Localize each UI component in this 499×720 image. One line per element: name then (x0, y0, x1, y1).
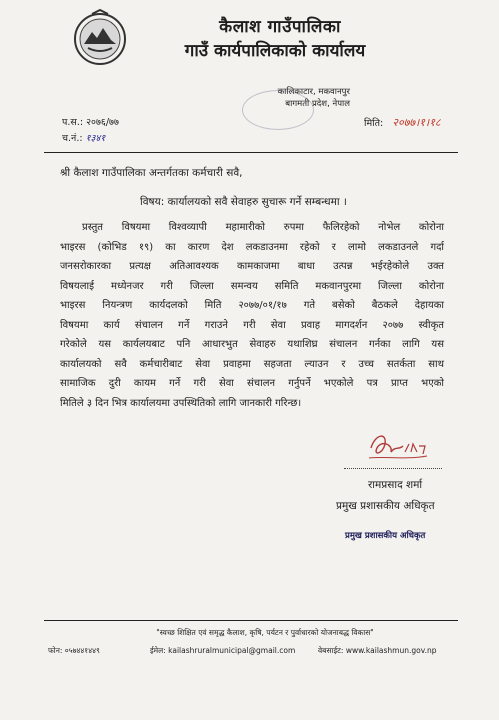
government-emblem-icon (70, 8, 130, 68)
body-line: मितिले ३ दिन भित्र कार्यालयमा उपस्थितिको लागि जानकारी गरिन्छ। (60, 397, 302, 409)
footer-phone: फोन: ०५७४४१४४९ (48, 646, 100, 655)
body-line: भाइरस नियन्त्रण कार्यदलको मिति २०७७/०१/१७ गते बसेको बैठकले देहायका (60, 300, 444, 311)
body-line: विषयलाई मध्येनजर गरी जिल्ला समन्वय समिति मकवानपुरमा जिल्ला कोरोना (60, 280, 444, 292)
address-line-1: कालिकाटार, मकवानपुर (277, 87, 350, 97)
footer-motto: "स्वच्छ शिक्षित एवं समृद्ध कैलाश, कृषि, पर्यटन र पुर्वाधारको योजनाबद्ध विकास" (156, 628, 374, 637)
subject-line: विषय: कार्यालयको सवै सेवाहरु सुचारू गर्ने सम्बन्धमा । (140, 196, 347, 208)
body-line: विषयमा कार्य संचालन गर्ने गराउने गरी सेवा प्रवाह मागदर्शन २०७७ स्वीकृत (60, 319, 444, 331)
designation-stamp: प्रमुख प्रशासकीय अधिकृत (345, 531, 426, 541)
signature-dotted-line (344, 468, 442, 469)
footer-website: वेबसाईट: www.kailashmun.gov.np (318, 646, 437, 655)
date-row (364, 115, 441, 130)
header-divider (44, 152, 458, 153)
letter-body (60, 218, 444, 413)
footer-divider (44, 620, 458, 621)
date-value: २०७७।१।१८ (392, 116, 441, 129)
body-line: गरेकोले यस कार्यलयबाट पनि आधारभुत सेवाहरु यथाशिघ्र संचालन गर्नका लागि यस (60, 339, 444, 350)
body-line: प्रस्तुत विषयमा विश्वव्यापी महामारीको रुपमा फैलिरहेको नोभेल कोरोना (82, 222, 444, 233)
body-line: भाइरस (कोभिड १९) का कारण देश लकडाउनमा रहेको र लामो लकडाउनले गर्दा (60, 241, 444, 253)
cn-value: १३४१ (85, 133, 106, 144)
signatory-name: रामप्रसाद शर्मा (368, 479, 423, 491)
office-title: गाउँ कार्यपालिकाको कार्यालय (184, 41, 366, 61)
handwritten-signature (365, 426, 435, 466)
address-line-2: बागमती प्रदेश, नेपाल (285, 99, 350, 109)
salutation: श्री कैलाश गाउँपालिका अन्तर्गतका कर्मचारी सवै, (60, 167, 243, 179)
ps-number: प.स.: २०७६/७७ (62, 117, 119, 128)
body-line: जनसरोकारका प्रत्यक्ष अतिआवश्यक कामकाजमा बाधा उत्पन्न भईरहेकोले उक्त (60, 261, 444, 272)
signatory-designation: प्रमुख प्रशासकीय अधिकृत (336, 500, 435, 512)
footer-email: ईमेल: kailashruralmunicipal@gmail.com (150, 646, 296, 655)
date-label: मिति: (364, 118, 384, 129)
body-line: सामाजिक दुरी कायम गर्ने गरी सेवा संचालन गर्नुपर्ने भएकोले पत्र प्राप्त भएको (60, 378, 444, 389)
office-name: कैलाश गाउँपालिका (219, 17, 341, 37)
body-line: कार्यालयको सवै कर्मचारीबाट सेवा प्रवाहमा सहजता ल्याउन र उच्च सतर्कता साथ (60, 358, 444, 370)
cn-label: च.नं.: (62, 133, 83, 144)
cn-number-row (62, 131, 105, 144)
